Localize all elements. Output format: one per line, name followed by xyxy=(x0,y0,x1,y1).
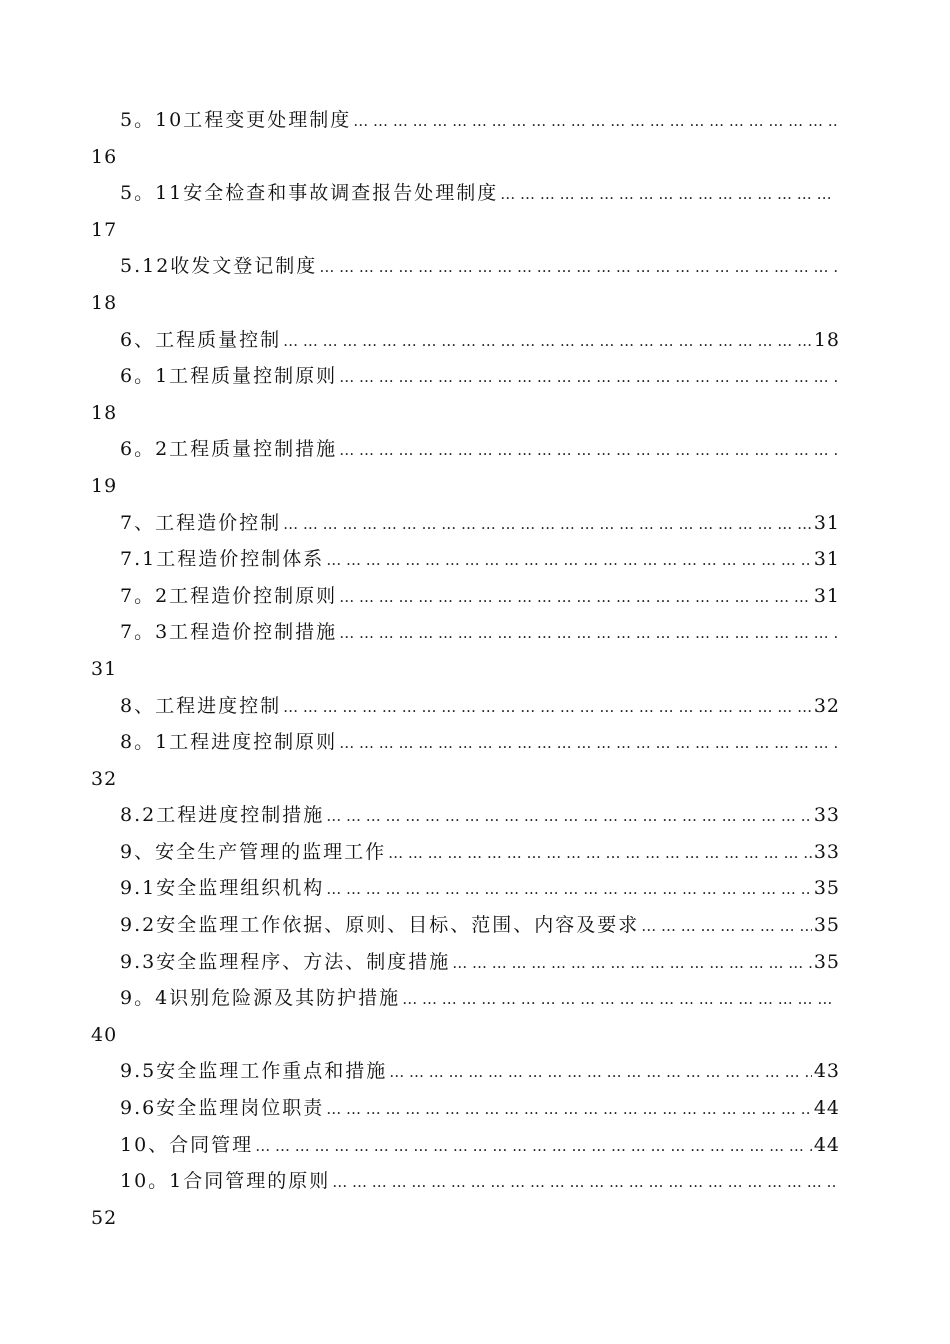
toc-entry xyxy=(0,724,840,761)
toc-entry-title: 5。10工程变更处理制度 xyxy=(120,109,352,131)
dot-leader xyxy=(281,506,812,542)
toc-page-number: 44 xyxy=(813,1133,840,1156)
dot-leader xyxy=(450,945,812,981)
dot-leader xyxy=(387,1054,812,1090)
toc-page-number: 18 xyxy=(813,328,840,351)
toc-page-number: 31 xyxy=(813,584,840,607)
toc-entry-title: 8。1工程进度控制原则 xyxy=(120,731,338,754)
toc-entry xyxy=(0,870,840,907)
toc-entry-title: 7。2工程造价控制原则 xyxy=(120,584,338,607)
toc-page-number-wrapped: 17 xyxy=(91,218,118,241)
toc-page-number-wrapped: 18 xyxy=(91,401,118,424)
toc-entry xyxy=(0,248,840,285)
toc-entry xyxy=(0,175,840,212)
toc-entry-title: 9.1安全监理组织机构 xyxy=(120,877,325,900)
toc-entry xyxy=(0,1127,840,1164)
toc-page-number-wrapped: 19 xyxy=(91,474,118,497)
toc-page-number: 31 xyxy=(813,511,840,534)
toc-entry-title: 6、工程质量控制 xyxy=(120,328,282,351)
toc-page-number-wrapped: 31 xyxy=(91,657,118,680)
toc-entry-title: 10、合同管理 xyxy=(120,1133,254,1156)
toc-entry-title: 10。1合同管理的原则 xyxy=(120,1170,331,1193)
toc-page-number: 35 xyxy=(813,877,840,900)
dot-leader xyxy=(400,981,838,1017)
toc-entry xyxy=(0,980,840,1017)
toc-entry xyxy=(0,944,840,981)
toc-page-number: 31 xyxy=(813,548,840,571)
toc-page-number: 44 xyxy=(813,1097,840,1120)
toc-entry xyxy=(0,505,840,542)
toc-entry-title: 7.1工程造价控制体系 xyxy=(120,548,325,571)
dot-leader xyxy=(324,542,812,578)
toc-entry-title: 9.5安全监理工作重点和措施 xyxy=(120,1060,388,1083)
toc-entry xyxy=(0,1090,840,1127)
dot-leader xyxy=(281,689,812,725)
dot-leader xyxy=(337,615,838,651)
toc-page-number-wrapped: 16 xyxy=(91,145,118,168)
dot-leader xyxy=(337,725,838,761)
dot-leader xyxy=(337,359,838,395)
toc-page-number-wrapped: 40 xyxy=(91,1023,118,1046)
dot-leader xyxy=(317,249,838,285)
dot-leader xyxy=(498,176,838,212)
toc-page-number-wrapped: 32 xyxy=(91,767,118,790)
toc-entry-title: 9.2安全监理工作依据、原则、目标、范围、内容及要求 xyxy=(120,914,640,937)
toc-page-number: 33 xyxy=(813,840,840,863)
toc-entry-title: 8、工程进度控制 xyxy=(120,694,282,717)
toc-entry xyxy=(0,1053,840,1090)
toc-entry xyxy=(0,907,840,944)
dot-leader xyxy=(639,908,812,944)
toc-entry xyxy=(0,541,840,578)
dot-leader xyxy=(324,798,812,834)
toc-entry xyxy=(0,614,840,651)
toc-entry-title: 7、工程造价控制 xyxy=(120,511,282,534)
dot-leader xyxy=(281,323,812,359)
dot-leader xyxy=(337,579,812,615)
toc-entry-title: 6。2工程质量控制措施 xyxy=(120,438,338,461)
toc-page-number: 35 xyxy=(813,914,840,937)
dot-leader xyxy=(324,1091,812,1127)
toc-entry xyxy=(0,358,840,395)
toc-page-number: 43 xyxy=(813,1060,840,1083)
toc-entry-title: 5.12收发文登记制度 xyxy=(120,255,318,278)
toc-entry xyxy=(0,797,840,834)
toc-page-number: 33 xyxy=(813,804,840,827)
toc-page-number-wrapped: 18 xyxy=(91,291,118,314)
toc-entry-title: 5。11安全检查和事故调查报告处理制度 xyxy=(120,182,499,205)
toc-entry xyxy=(0,322,840,359)
dot-leader xyxy=(324,871,812,907)
toc-entry-title: 9.6安全监理岗位职责 xyxy=(120,1097,325,1120)
table-of-contents xyxy=(0,102,950,1236)
toc-entry xyxy=(0,578,840,615)
toc-page-number-wrapped: 52 xyxy=(91,1206,118,1229)
toc-entry-title: 6。1工程质量控制原则 xyxy=(120,365,338,388)
toc-entry xyxy=(0,102,840,139)
toc-entry xyxy=(0,431,840,468)
toc-page-number: 32 xyxy=(813,694,840,717)
toc-entry-title: 7。3工程造价控制措施 xyxy=(120,621,338,644)
dot-leader xyxy=(386,835,812,871)
dot-leader xyxy=(253,1128,812,1164)
toc-entry-title: 8.2工程进度控制措施 xyxy=(120,804,325,827)
toc-entry-title: 9.3安全监理程序、方法、制度措施 xyxy=(120,950,451,973)
toc-entry-title: 9。4识别危险源及其防护措施 xyxy=(120,987,401,1010)
toc-entry xyxy=(0,688,840,725)
toc-entry xyxy=(0,1163,840,1200)
toc-page-number: 35 xyxy=(813,950,840,973)
dot-leader xyxy=(337,432,838,468)
toc-entry xyxy=(0,834,840,871)
toc-entry-title: 9、安全生产管理的监理工作 xyxy=(120,840,387,863)
dot-leader xyxy=(351,103,838,139)
dot-leader xyxy=(330,1164,838,1200)
